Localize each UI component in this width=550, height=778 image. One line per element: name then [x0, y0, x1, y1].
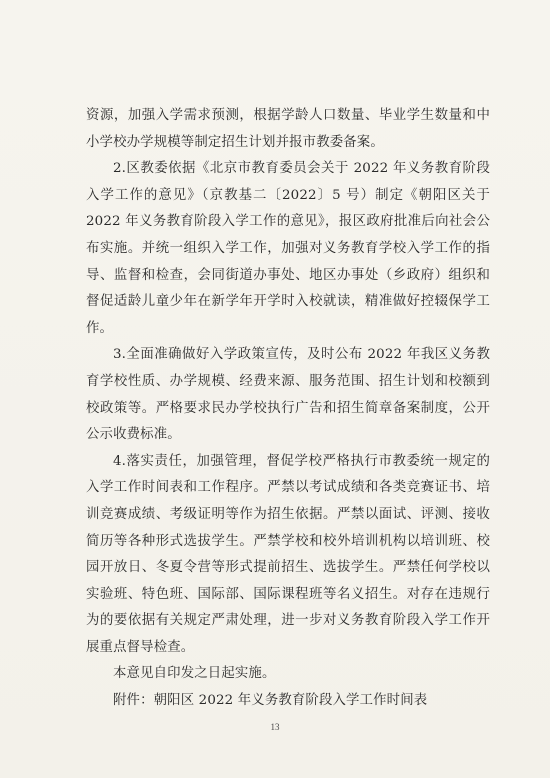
paragraph-enrollment-resources: 资源，加强入学需求预测，根据学龄人口数量、毕业学生数量和中小学校办学规模等制定招生计划并报市教委备案。: [86, 108, 490, 150]
paragraph-item-2: 2.区教委依据《北京市教育委员会关于 2022 年义务教育阶段入学工作的意见》（京教基二〔2022〕5 号）制定《朝阳区关于 2022 年义务教育阶段入学工作的意见》，报区政府批准后向社会公布实施。并统一组织入学工作，加强对义务教育学校入学工作的指导、监督和检查，会同街道办事处、地区办事处（乡政府）组织和督促适龄儿童少年在新学年开学时入校就读，精准做好控辍保学工作。: [86, 161, 490, 336]
page-number: 13: [270, 722, 280, 732]
paragraph-effective-date: 本意见自印发之日起实施。: [113, 666, 276, 682]
paragraph-item-3: 3.全面准确做好入学政策宣传，及时公布 2022 年我区义务教育学校性质、办学规模、经费来源、服务范围、招生计划和校额到校政策等。严格要求民办学校执行广告和招生简章备案制度，公开公示收费标准。: [86, 347, 490, 443]
document-body: [86, 103, 490, 715]
paragraph-attachment: 附件：朝阳区 2022 年义务教育阶段入学工作时间表: [113, 693, 428, 709]
paragraph-item-4: 4.落实责任，加强管理，督促学校严格执行市教委统一规定的入学工作时间表和工作程序。严禁以考试成绩和各类竞赛证书、培训竞赛成绩、考级证明等作为招生依据。严禁以面试、评测、接收简历等各种形式选拔学生。严禁学校和校外培训机构以培训班、校园开放日、冬夏令营等形式提前招生、选拔学生。严禁任何学校以实验班、特色班、国际部、国际课程班等名义招生。对存在违规行为的要依据有关规定严肃处理，进一步对义务教育阶段入学工作开展重点督导检查。: [86, 453, 490, 655]
